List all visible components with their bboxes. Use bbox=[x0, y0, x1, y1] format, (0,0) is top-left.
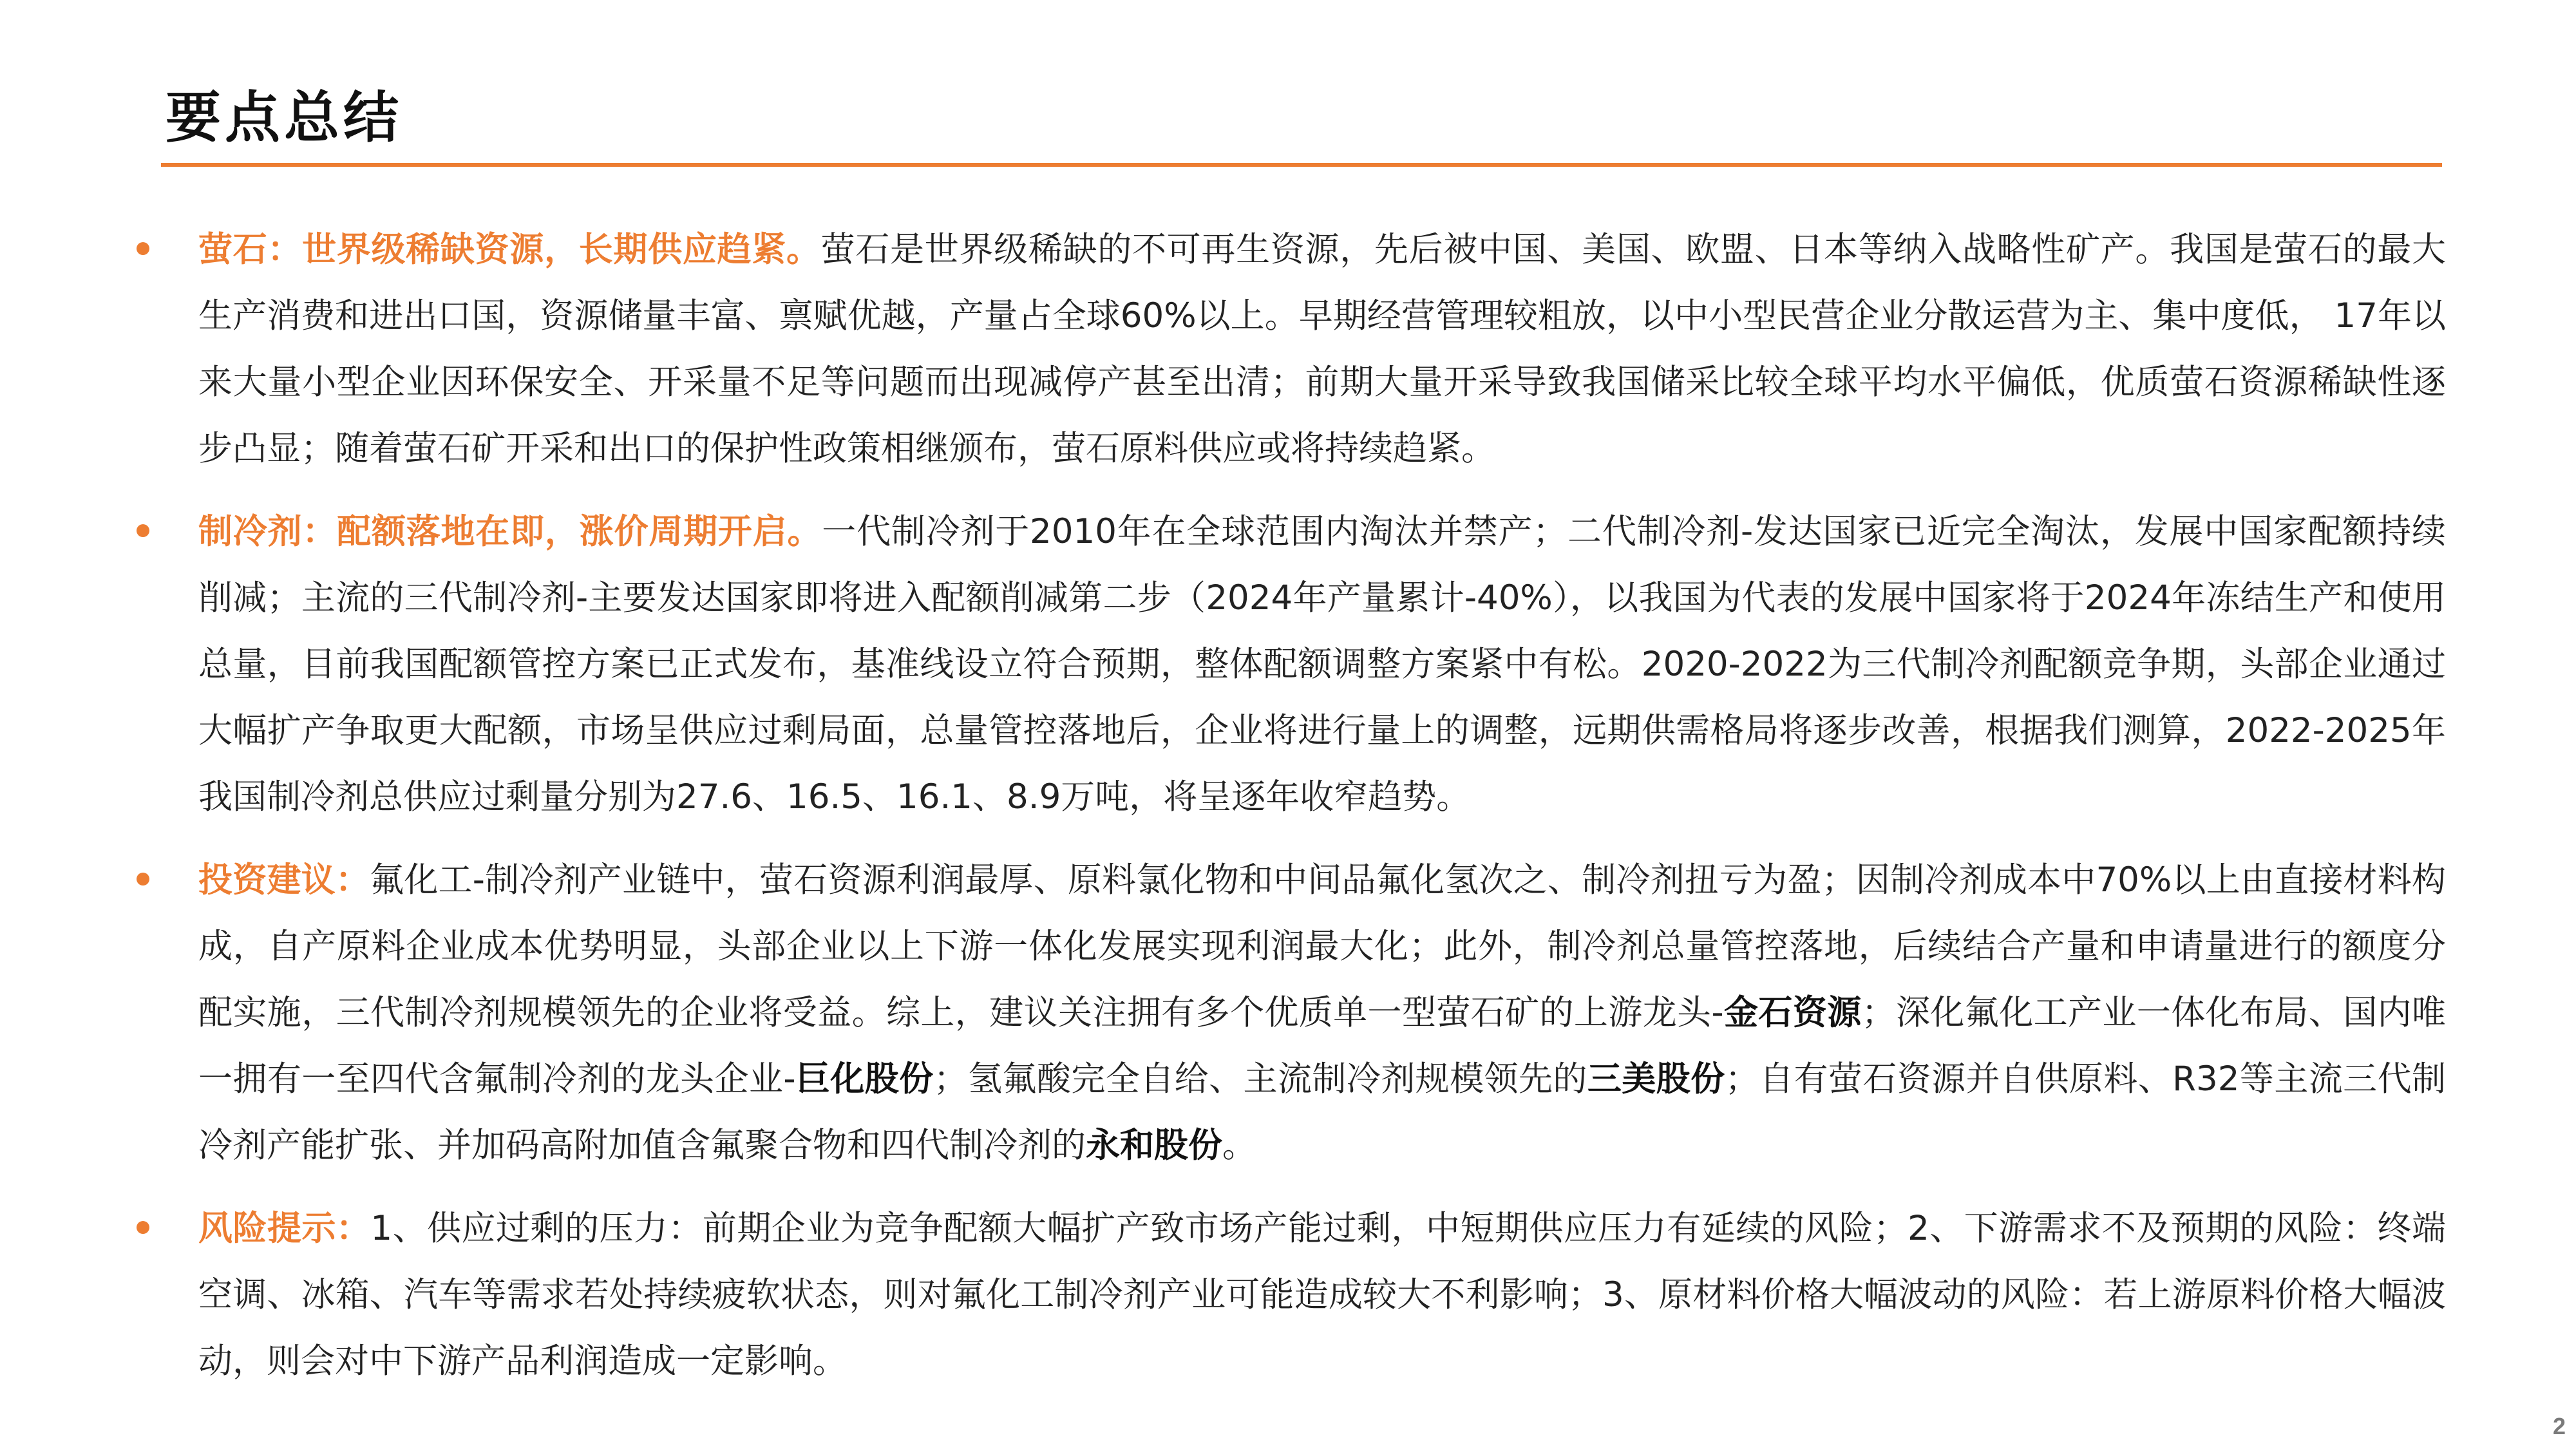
bullet-heading: 制冷剂：配额落地在即，涨价周期开启。 bbox=[198, 512, 822, 551]
company-name: 金石资源 bbox=[1723, 993, 1862, 1032]
summary-list bbox=[198, 216, 2446, 1411]
bullet-fluorite bbox=[198, 216, 2446, 482]
bullet-dot-icon bbox=[137, 524, 149, 537]
bullet-text: 一代制冷剂于2010年在全球范围内淘汰并禁产；二代制冷剂-发达国家已近完全淘汰，发展中国家配额持续削减；主流的三代制冷剂-主要发达国家即将进入配额削减第二步（2024年产量累计-40%），以我国为代表的发展中国家将于2024年冻结生产和使用总量，目前我国配额管控方案已正式发布，基准线设立符合预期，整体配额调整方案紧中有松。2020-2022为三代制冷剂配额竞争期，头部企业通过大幅扩产争取更大配额，市场呈供应过剩局面，总量管控落地后，企业将进行量上的调整，远期供需格局将逐步改善，根据我们测算，2022-2025年我国制冷剂总供应过剩量分别为27.6、16.5、16.1、8.9万吨，将呈逐年收窄趋势。 bbox=[198, 512, 2446, 817]
page-number: 2 bbox=[2552, 1413, 2566, 1439]
bullet-text: 萤石是世界级稀缺的不可再生资源，先后被中国、美国、欧盟、日本等纳入战略性矿产。我国是萤石的最大生产消费和进出口国，资源储量丰富、禀赋优越，产量占全球60%以上。早期经营管理较粗放，以中小型民营企业分散运营为主、集中度低， 17年以来大量小型企业因环保安全、开采量不足等问题而出现减停产甚至出清；前期大量开采导致我国储采比较全球平均水平偏低，优质萤石资源稀缺性逐步凸显；随着萤石矿开采和出口的保护性政策相继颁布，萤石原料供应或将持续趋紧。 bbox=[198, 230, 2446, 468]
bullet-text: ；深化氟化工产业一体化布局、国内唯一拥有一至四代含氟制冷剂的龙头企业- bbox=[198, 993, 2447, 1099]
company-name: 三美股份 bbox=[1587, 1059, 1725, 1099]
company-name: 巨化股份 bbox=[795, 1059, 934, 1099]
bullet-text: 。 bbox=[1222, 1126, 1256, 1165]
bullet-text: ；氢氟酸完全自给、主流制冷剂规模领先的 bbox=[933, 1059, 1587, 1099]
bullet-text: 氟化工-制冷剂产业链中，萤石资源利润最厚、原料氯化物和中间品氟化氢次之、制冷剂扭亏为盈；因制冷剂成本中70%以上由直接材料构成，自产原料企业成本优势明显，头部企业以上下游一体化发展实现利润最大化；此外，制冷剂总量管控落地，后续结合产量和申请量进行的额度分配实施，三代制冷剂规模领先的企业将受益。综上，建议关注拥有多个优质单一型萤石矿的上游龙头- bbox=[198, 860, 2446, 1032]
bullet-investment-advice bbox=[198, 847, 2446, 1179]
bullet-refrigerant bbox=[198, 498, 2446, 830]
bullet-dot-icon bbox=[137, 242, 149, 255]
bullet-heading: 投资建议： bbox=[198, 860, 370, 900]
bullet-text: ；自有萤石资源并自供原料、R32等主流三代制冷剂产能扩张、并加码高附加值含氟聚合物和四代制冷剂的 bbox=[198, 1059, 2447, 1165]
page-title: 要点总结 bbox=[166, 85, 402, 150]
bullet-heading: 风险提示： bbox=[198, 1209, 371, 1248]
company-name: 永和股份 bbox=[1086, 1126, 1222, 1165]
bullet-dot-icon bbox=[137, 873, 149, 886]
bullet-risk-warning bbox=[198, 1195, 2446, 1394]
bullet-heading: 萤石：世界级稀缺资源，长期供应趋紧。 bbox=[198, 230, 821, 269]
title-divider bbox=[161, 163, 2442, 167]
bullet-text: 1、供应过剩的压力：前期企业为竞争配额大幅扩产致市场产能过剩，中短期供应压力有延续的风险；2、下游需求不及预期的风险：终端空调、冰箱、汽车等需求若处持续疲软状态，则对氟化工制冷剂产业可能造成较大不利影响；3、原材料价格大幅波动的风险：若上游原料价格大幅波动，则会对中下游产品利润造成一定影响。 bbox=[198, 1209, 2446, 1381]
bullet-dot-icon bbox=[137, 1221, 149, 1234]
